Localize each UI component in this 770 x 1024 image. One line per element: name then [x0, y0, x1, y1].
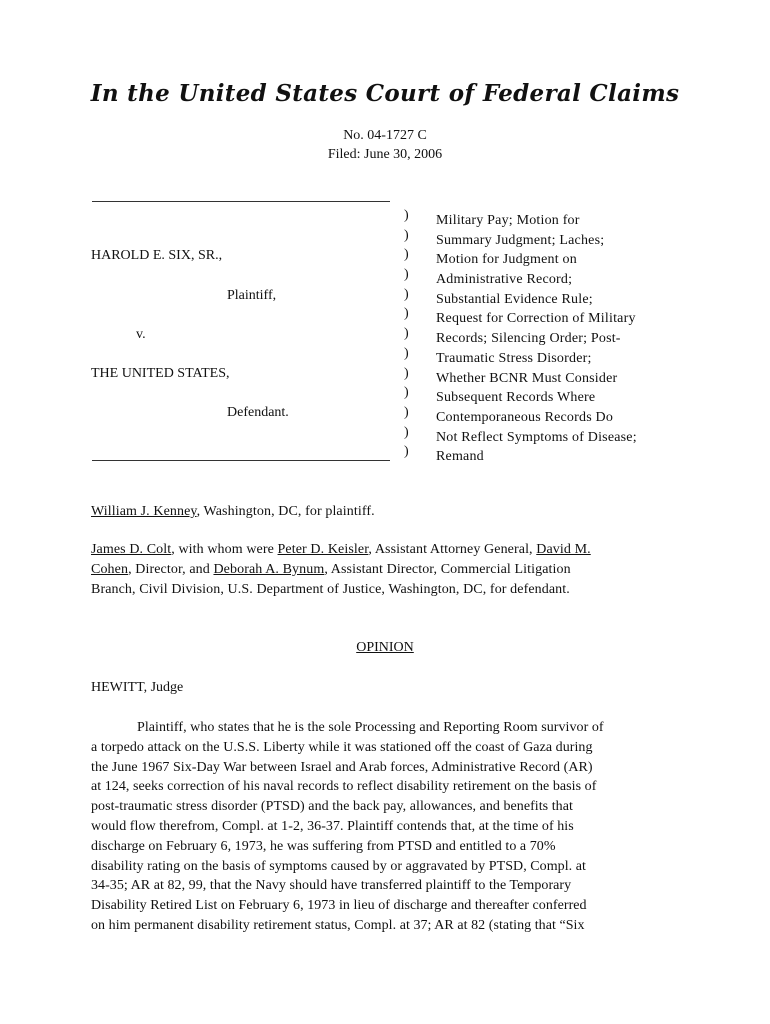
counsel-text: , Assistant Attorney General, — [368, 542, 537, 557]
keyword-line: Administrative Record; — [436, 272, 573, 288]
body-line: disability rating on the basis of symptoms caused by or aggravated by PTSD, Compl. at — [91, 858, 586, 874]
keyword-line: Motion for Judgment on — [436, 252, 577, 268]
judge-name: HEWITT, Judge — [91, 680, 184, 695]
body-line: would flow therefrom, Compl. at 1-2, 36-37. Plaintiff contends that, at the time of his — [91, 818, 574, 834]
body-line: a torpedo attack on the U.S.S. Liberty while it was stationed off the coast of Gaza during — [91, 739, 593, 755]
paren: ) — [404, 404, 409, 420]
keyword-line: Not Reflect Symptoms of Disease; — [436, 429, 637, 445]
caption-bottom-rule — [92, 460, 390, 461]
keyword-line: Contemporaneous Records Do — [436, 409, 614, 425]
docket-number: No. 04-1727 C — [343, 128, 427, 143]
defendant-role: Defendant. — [227, 405, 289, 420]
counsel-name: Deborah A. Bynum — [213, 562, 325, 577]
keyword-line: Remand — [436, 449, 484, 465]
caption-top-rule — [92, 201, 390, 202]
body-line: discharge on February 6, 1973, he was suffering from PTSD and entitled to a 70% — [91, 838, 556, 854]
opinion-heading: OPINION — [356, 640, 414, 655]
keyword-line: Summary Judgment; Laches; — [436, 232, 605, 248]
paren: ) — [404, 306, 409, 322]
keyword-line: Military Pay; Motion for — [436, 213, 580, 228]
plaintiff-name: HAROLD E. SIX, SR., — [91, 248, 223, 263]
plaintiff-attorney: William J. Kenney — [91, 504, 197, 519]
keyword-line: Whether BCNR Must Consider — [436, 370, 618, 386]
body-line: Disability Retired List on February 6, 1973 in lieu of discharge and thereafter conferred — [91, 898, 587, 914]
body-line: the June 1967 Six-Day War between Israel and Arab forces, Administrative Record (AR) — [91, 759, 593, 775]
keyword-line: Subsequent Records Where — [436, 390, 596, 406]
opinion-body — [91, 718, 681, 936]
paren: ) — [404, 444, 409, 460]
paren: ) — [404, 424, 409, 440]
court-title: In the United States Court of Federal Claims — [90, 80, 680, 107]
case-keywords — [436, 211, 686, 467]
paren: ) — [404, 227, 409, 243]
paren: ) — [404, 286, 409, 302]
caption-parentheses — [404, 206, 416, 462]
defendant-counsel — [91, 540, 691, 600]
body-line: post-traumatic stress disorder (PTSD) and the back pay, allowances, and benefits that — [91, 799, 573, 815]
counsel-name: David M. — [536, 542, 591, 557]
paren: ) — [404, 385, 409, 401]
counsel-text: , Director, and — [128, 562, 214, 577]
keyword-line: Substantial Evidence Rule; — [436, 291, 593, 307]
versus: v. — [136, 327, 146, 342]
paren: ) — [404, 326, 409, 342]
body-line: 34-35; AR at 82, 99, that the Navy should have transferred plaintiff to the Temporary — [91, 878, 572, 894]
keyword-line: Request for Correction of Military — [436, 311, 636, 327]
plaintiff-role: Plaintiff, — [227, 288, 277, 303]
body-line: Plaintiff, who states that he is the sole Processing and Reporting Room survivor of — [137, 720, 604, 735]
counsel-name: Peter D. Keisler — [277, 542, 369, 557]
counsel-text: , Assistant Director, Commercial Litigation — [324, 562, 571, 577]
plaintiff-counsel-text: , Washington, DC, for plaintiff. — [196, 504, 375, 519]
body-line: at 124, seeks correction of his naval records to reflect disability retirement on the basis of — [91, 779, 597, 795]
paren: ) — [404, 345, 409, 361]
paren: ) — [404, 247, 409, 263]
defendant-name: THE UNITED STATES, — [91, 366, 230, 381]
paren: ) — [404, 208, 409, 223]
filed-date: Filed: June 30, 2006 — [327, 147, 443, 162]
paren: ) — [404, 365, 409, 381]
counsel-name: Cohen — [91, 562, 129, 577]
defendant-attorney: James D. Colt — [91, 542, 172, 557]
keyword-line: Records; Silencing Order; Post- — [436, 331, 621, 347]
paren: ) — [404, 267, 409, 283]
plaintiff-counsel — [91, 502, 691, 522]
body-line: on him permanent disability retirement status, Compl. at 37; AR at 82 (stating that “Six — [91, 917, 585, 933]
counsel-text: , with whom were — [171, 542, 278, 557]
counsel-text: Branch, Civil Division, U.S. Department of Justice, Washington, DC, for defendant. — [91, 582, 570, 597]
keyword-line: Traumatic Stress Disorder; — [436, 350, 592, 366]
